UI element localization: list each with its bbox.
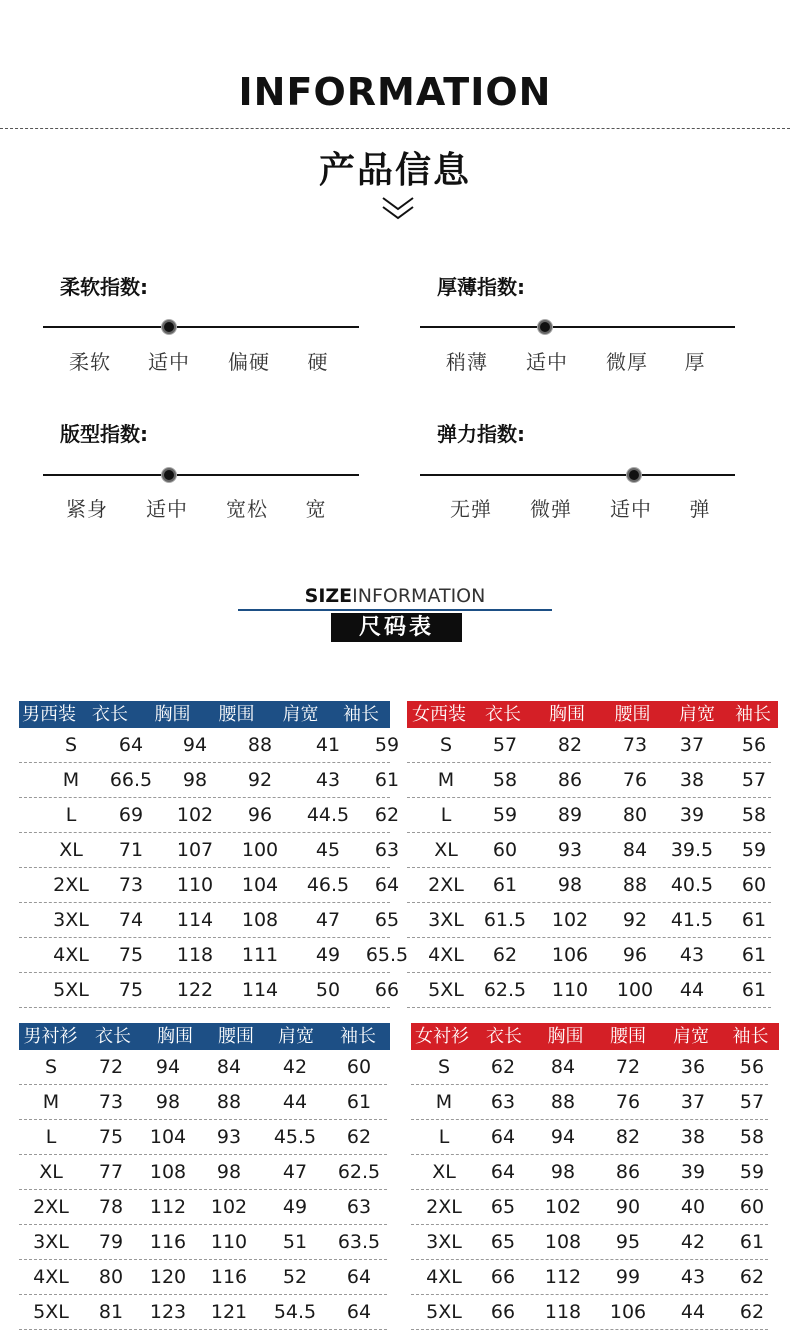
size-cell: XL: [39, 1161, 63, 1183]
measurement-cell: 92: [622, 909, 648, 931]
measurement-cell: 123: [149, 1301, 187, 1323]
measurement-cell: 69: [118, 804, 144, 826]
measurement-cell: 72: [98, 1056, 124, 1078]
table-column-header: 胸围: [141, 701, 204, 728]
table-column-header: 衣长: [82, 1023, 144, 1050]
size-cell: S: [44, 1056, 58, 1078]
measurement-cell: 98: [216, 1161, 242, 1183]
measurement-cell: 58: [741, 804, 767, 826]
measurement-cell: 47: [315, 909, 341, 931]
size-cell: 3XL: [428, 909, 464, 931]
measurement-cell: 62: [346, 1126, 372, 1148]
table-column-header: 肩宽: [266, 1023, 326, 1050]
fit-option: 紧身: [66, 497, 108, 521]
table-row: [407, 833, 771, 868]
measurement-cell: 44: [679, 979, 705, 1001]
size-chart-title: 尺码表: [331, 613, 462, 642]
table-header-row: [19, 701, 390, 728]
table-column-header: 胸围: [144, 1023, 206, 1050]
measurement-cell: 63.5: [337, 1231, 381, 1253]
measurement-cell: 59: [739, 1161, 765, 1183]
table-row: [411, 1120, 768, 1155]
measurement-cell: 102: [551, 909, 589, 931]
measurement-cell: 63: [490, 1091, 516, 1113]
measurement-cell: 102: [544, 1196, 582, 1218]
table-row: [19, 1295, 387, 1330]
measurement-cell: 63: [346, 1196, 372, 1218]
table-header-row: [19, 1023, 390, 1050]
measurement-cell: 57: [741, 769, 767, 791]
measurement-cell: 112: [544, 1266, 582, 1288]
measurement-cell: 102: [176, 804, 214, 826]
measurement-cell: 82: [615, 1126, 641, 1148]
table-row: [19, 1085, 387, 1120]
table-column-header: 腰围: [206, 1023, 266, 1050]
measurement-cell: 76: [622, 769, 648, 791]
table-row: [19, 763, 400, 798]
size-cell: L: [440, 804, 452, 826]
table-row: [411, 1050, 768, 1085]
measurement-cell: 62: [374, 804, 400, 826]
measurement-cell: 98: [557, 874, 583, 896]
measurement-cell: 66: [374, 979, 400, 1001]
measurement-cell: 100: [241, 839, 279, 861]
measurement-cell: 42: [282, 1056, 308, 1078]
measurement-cell: 51: [282, 1231, 308, 1253]
table-row: [407, 903, 771, 938]
size-cell: M: [437, 769, 455, 791]
measurement-cell: 75: [118, 979, 144, 1001]
table-row: [19, 1260, 387, 1295]
measurement-cell: 110: [210, 1231, 248, 1253]
measurement-cell: 111: [241, 944, 279, 966]
measurement-cell: 65: [490, 1196, 516, 1218]
size-cell: 3XL: [53, 909, 89, 931]
measurement-cell: 36: [680, 1056, 706, 1078]
measurement-cell: 60: [492, 839, 518, 861]
softness-index-title: 柔软指数:: [60, 275, 148, 299]
softness-scale-marker: [162, 320, 176, 334]
measurement-cell: 61: [492, 874, 518, 896]
measurement-cell: 81: [98, 1301, 124, 1323]
measurement-cell: 86: [557, 769, 583, 791]
size-cell: XL: [434, 839, 458, 861]
measurement-cell: 57: [739, 1091, 765, 1113]
table-row: [407, 938, 771, 973]
measurement-cell: 96: [622, 944, 648, 966]
size-cell: 2XL: [33, 1196, 69, 1218]
table-column-header: 肩宽: [269, 701, 332, 728]
measurement-cell: 86: [615, 1161, 641, 1183]
table-column-header: 衣长: [471, 701, 535, 728]
table-row: [19, 1120, 387, 1155]
measurement-cell: 64: [346, 1266, 372, 1288]
fit-scale-line: [43, 474, 359, 476]
size-cell: 4XL: [33, 1266, 69, 1288]
measurement-cell: 66.5: [109, 769, 153, 791]
measurement-cell: 99: [615, 1266, 641, 1288]
measurement-cell: 64: [490, 1161, 516, 1183]
measurement-cell: 60: [346, 1056, 372, 1078]
measurement-cell: 112: [149, 1196, 187, 1218]
table-column-header: 袖长: [326, 1023, 390, 1050]
size-cell: S: [64, 734, 78, 756]
fit-option: 宽松: [226, 497, 268, 521]
measurement-cell: 59: [741, 839, 767, 861]
size-cell: 5XL: [53, 979, 89, 1001]
measurement-cell: 37: [679, 734, 705, 756]
measurement-cell: 106: [551, 944, 589, 966]
measurement-cell: 92: [247, 769, 273, 791]
elasticity-index-title: 弹力指数:: [437, 422, 525, 446]
measurement-cell: 61: [741, 944, 767, 966]
measurement-cell: 108: [241, 909, 279, 931]
table-category-header: 女西装: [407, 701, 471, 728]
measurement-cell: 62.5: [483, 979, 527, 1001]
measurement-cell: 106: [609, 1301, 647, 1323]
measurement-cell: 65.5: [365, 944, 409, 966]
softness-option: 适中: [148, 350, 190, 374]
table-category-header: 男西装: [19, 701, 79, 728]
measurement-cell: 121: [210, 1301, 248, 1323]
elasticity-option: 无弹: [450, 497, 492, 521]
measurement-cell: 88: [247, 734, 273, 756]
measurement-cell: 110: [176, 874, 214, 896]
table-row: [407, 728, 771, 763]
measurement-cell: 50: [315, 979, 341, 1001]
measurement-cell: 84: [216, 1056, 242, 1078]
table-column-header: 袖长: [332, 701, 390, 728]
size-cell: XL: [432, 1161, 456, 1183]
measurement-cell: 75: [98, 1126, 124, 1148]
size-cell: M: [42, 1091, 60, 1113]
measurement-cell: 94: [155, 1056, 181, 1078]
softness-option: 柔软: [69, 350, 111, 374]
elasticity-option: 微弹: [530, 497, 572, 521]
measurement-cell: 114: [176, 909, 214, 931]
table-row: [19, 1155, 387, 1190]
measurement-cell: 47: [282, 1161, 308, 1183]
product-info-title: 产品信息: [318, 150, 471, 191]
measurement-cell: 72: [615, 1056, 641, 1078]
fit-option: 宽: [305, 497, 327, 521]
measurement-cell: 98: [550, 1161, 576, 1183]
measurement-cell: 61.5: [483, 909, 527, 931]
table-row: [19, 728, 400, 763]
measurement-cell: 60: [739, 1196, 765, 1218]
measurement-cell: 120: [149, 1266, 187, 1288]
measurement-cell: 116: [210, 1266, 248, 1288]
size-cell: 3XL: [33, 1231, 69, 1253]
measurement-cell: 104: [241, 874, 279, 896]
measurement-cell: 64: [490, 1126, 516, 1148]
thickness-option: 厚: [684, 350, 706, 374]
table-row: [411, 1085, 768, 1120]
measurement-cell: 61: [741, 909, 767, 931]
measurement-cell: 54.5: [273, 1301, 317, 1323]
thickness-index-title: 厚薄指数:: [437, 275, 525, 299]
measurement-cell: 38: [680, 1126, 706, 1148]
measurement-cell: 39.5: [670, 839, 714, 861]
table-column-header: 袖长: [722, 1023, 779, 1050]
measurement-cell: 58: [739, 1126, 765, 1148]
table-row: [19, 798, 400, 833]
size-cell: 5XL: [426, 1301, 462, 1323]
table-column-header: 腰围: [204, 701, 269, 728]
thickness-option: 稍薄: [446, 350, 488, 374]
measurement-cell: 96: [247, 804, 273, 826]
table-row: [411, 1225, 768, 1260]
measurement-cell: 44.5: [306, 804, 350, 826]
measurement-cell: 94: [182, 734, 208, 756]
softness-scale-line: [43, 326, 359, 328]
measurement-cell: 84: [550, 1056, 576, 1078]
measurement-cell: 73: [118, 874, 144, 896]
measurement-cell: 75: [118, 944, 144, 966]
measurement-cell: 93: [557, 839, 583, 861]
measurement-cell: 88: [216, 1091, 242, 1113]
measurement-cell: 38: [679, 769, 705, 791]
measurement-cell: 116: [149, 1231, 187, 1253]
table-row: [411, 1190, 768, 1225]
elasticity-option: 适中: [610, 497, 652, 521]
information-title: INFORMATION: [238, 70, 552, 114]
measurement-cell: 73: [98, 1091, 124, 1113]
measurement-cell: 122: [176, 979, 214, 1001]
measurement-cell: 64: [346, 1301, 372, 1323]
size-cell: 5XL: [428, 979, 464, 1001]
elasticity-scale-line: [420, 474, 735, 476]
thickness-scale-line: [420, 326, 735, 328]
size-cell: 5XL: [33, 1301, 69, 1323]
size-information-heading: [0, 585, 790, 607]
measurement-cell: 64: [374, 874, 400, 896]
table-column-header: 肩宽: [660, 1023, 722, 1050]
measurement-cell: 61: [346, 1091, 372, 1113]
measurement-cell: 76: [615, 1091, 641, 1113]
size-cell: 4XL: [426, 1266, 462, 1288]
measurement-cell: 49: [315, 944, 341, 966]
measurement-cell: 80: [98, 1266, 124, 1288]
table-column-header: 腰围: [596, 1023, 660, 1050]
measurement-cell: 45: [315, 839, 341, 861]
table-row: [19, 973, 400, 1008]
softness-option: 硬: [307, 350, 329, 374]
measurement-cell: 46.5: [306, 874, 350, 896]
measurement-cell: 107: [176, 839, 214, 861]
table-column-header: 腰围: [599, 701, 666, 728]
measurement-cell: 41: [315, 734, 341, 756]
measurement-cell: 44: [282, 1091, 308, 1113]
measurement-cell: 98: [155, 1091, 181, 1113]
measurement-cell: 110: [551, 979, 589, 1001]
measurement-cell: 62: [490, 1056, 516, 1078]
measurement-cell: 49: [282, 1196, 308, 1218]
measurement-cell: 58: [492, 769, 518, 791]
measurement-cell: 94: [550, 1126, 576, 1148]
fit-scale-marker: [162, 468, 176, 482]
size-cell: 3XL: [426, 1231, 462, 1253]
measurement-cell: 89: [557, 804, 583, 826]
measurement-cell: 60: [741, 874, 767, 896]
elasticity-scale-marker: [627, 468, 641, 482]
table-column-header: 衣长: [79, 701, 141, 728]
size-cell: S: [437, 1056, 451, 1078]
measurement-cell: 44: [680, 1301, 706, 1323]
fit-index-title: 版型指数:: [60, 422, 148, 446]
measurement-cell: 73: [622, 734, 648, 756]
measurement-cell: 93: [216, 1126, 242, 1148]
measurement-cell: 56: [739, 1056, 765, 1078]
thickness-scale-marker: [538, 320, 552, 334]
measurement-cell: 56: [741, 734, 767, 756]
measurement-cell: 88: [550, 1091, 576, 1113]
table-row: [19, 1190, 387, 1225]
elasticity-option: 弹: [689, 497, 711, 521]
size-cell: 4XL: [428, 944, 464, 966]
measurement-cell: 39: [680, 1161, 706, 1183]
table-row: [407, 798, 771, 833]
measurement-cell: 52: [282, 1266, 308, 1288]
table-row: [19, 938, 409, 973]
measurement-cell: 40.5: [670, 874, 714, 896]
table-column-header: 衣长: [473, 1023, 535, 1050]
table-header-row: [411, 1023, 779, 1050]
table-row: [411, 1155, 768, 1190]
measurement-cell: 62.5: [337, 1161, 381, 1183]
measurement-cell: 64: [118, 734, 144, 756]
measurement-cell: 74: [118, 909, 144, 931]
size-cell: L: [45, 1126, 57, 1148]
dashed-divider: [0, 128, 790, 129]
thickness-option: 适中: [526, 350, 568, 374]
measurement-cell: 39: [679, 804, 705, 826]
table-row: [19, 1050, 387, 1085]
size-cell: M: [62, 769, 80, 791]
measurement-cell: 84: [622, 839, 648, 861]
measurement-cell: 62: [492, 944, 518, 966]
size-cell: 4XL: [53, 944, 89, 966]
table-row: [411, 1260, 768, 1295]
table-category-header: 男衬衫: [19, 1023, 82, 1050]
measurement-cell: 59: [374, 734, 400, 756]
measurement-cell: 66: [490, 1266, 516, 1288]
measurement-cell: 88: [622, 874, 648, 896]
size-cell: XL: [59, 839, 83, 861]
fit-option: 适中: [146, 497, 188, 521]
measurement-cell: 82: [557, 734, 583, 756]
measurement-cell: 45.5: [273, 1126, 317, 1148]
table-column-header: 胸围: [535, 701, 599, 728]
measurement-cell: 79: [98, 1231, 124, 1253]
measurement-cell: 95: [615, 1231, 641, 1253]
measurement-cell: 43: [679, 944, 705, 966]
size-cell: L: [65, 804, 77, 826]
measurement-cell: 37: [680, 1091, 706, 1113]
measurement-cell: 104: [149, 1126, 187, 1148]
size-cell: M: [435, 1091, 453, 1113]
measurement-cell: 118: [176, 944, 214, 966]
size-cell: 2XL: [426, 1196, 462, 1218]
measurement-cell: 57: [492, 734, 518, 756]
measurement-cell: 65: [490, 1231, 516, 1253]
table-row: [19, 868, 400, 903]
measurement-cell: 61: [741, 979, 767, 1001]
measurement-cell: 43: [680, 1266, 706, 1288]
size-heading-thin: INFORMATION: [352, 585, 486, 607]
size-cell: 2XL: [428, 874, 464, 896]
table-header-row: [407, 701, 778, 728]
measurement-cell: 108: [544, 1231, 582, 1253]
thickness-option: 微厚: [606, 350, 648, 374]
softness-option: 偏硬: [228, 350, 270, 374]
measurement-cell: 118: [544, 1301, 582, 1323]
size-cell: 2XL: [53, 874, 89, 896]
measurement-cell: 90: [615, 1196, 641, 1218]
measurement-cell: 41.5: [670, 909, 714, 931]
table-row: [407, 868, 771, 903]
measurement-cell: 59: [492, 804, 518, 826]
measurement-cell: 61: [374, 769, 400, 791]
measurement-cell: 80: [622, 804, 648, 826]
table-column-header: 胸围: [535, 1023, 596, 1050]
table-category-header: 女衬衫: [411, 1023, 473, 1050]
measurement-cell: 63: [374, 839, 400, 861]
measurement-cell: 66: [490, 1301, 516, 1323]
measurement-cell: 98: [182, 769, 208, 791]
size-cell: L: [438, 1126, 450, 1148]
measurement-cell: 108: [149, 1161, 187, 1183]
measurement-cell: 100: [616, 979, 654, 1001]
measurement-cell: 43: [315, 769, 341, 791]
table-row: [19, 1225, 387, 1260]
measurement-cell: 62: [739, 1301, 765, 1323]
measurement-cell: 71: [118, 839, 144, 861]
table-row: [407, 973, 771, 1008]
measurement-cell: 62: [739, 1266, 765, 1288]
table-column-header: 肩宽: [666, 701, 728, 728]
measurement-cell: 102: [210, 1196, 248, 1218]
size-cell: S: [439, 734, 453, 756]
measurement-cell: 78: [98, 1196, 124, 1218]
double-chevron-down-icon: [381, 196, 415, 222]
measurement-cell: 65: [374, 909, 400, 931]
measurement-cell: 42: [680, 1231, 706, 1253]
size-heading-bold: SIZE: [304, 585, 353, 607]
table-row: [407, 763, 771, 798]
table-column-header: 袖长: [728, 701, 778, 728]
size-heading-rule: [238, 609, 552, 611]
measurement-cell: 61: [739, 1231, 765, 1253]
measurement-cell: 77: [98, 1161, 124, 1183]
table-row: [19, 833, 400, 868]
table-row: [19, 903, 400, 938]
table-row: [411, 1295, 768, 1330]
measurement-cell: 114: [241, 979, 279, 1001]
measurement-cell: 40: [680, 1196, 706, 1218]
